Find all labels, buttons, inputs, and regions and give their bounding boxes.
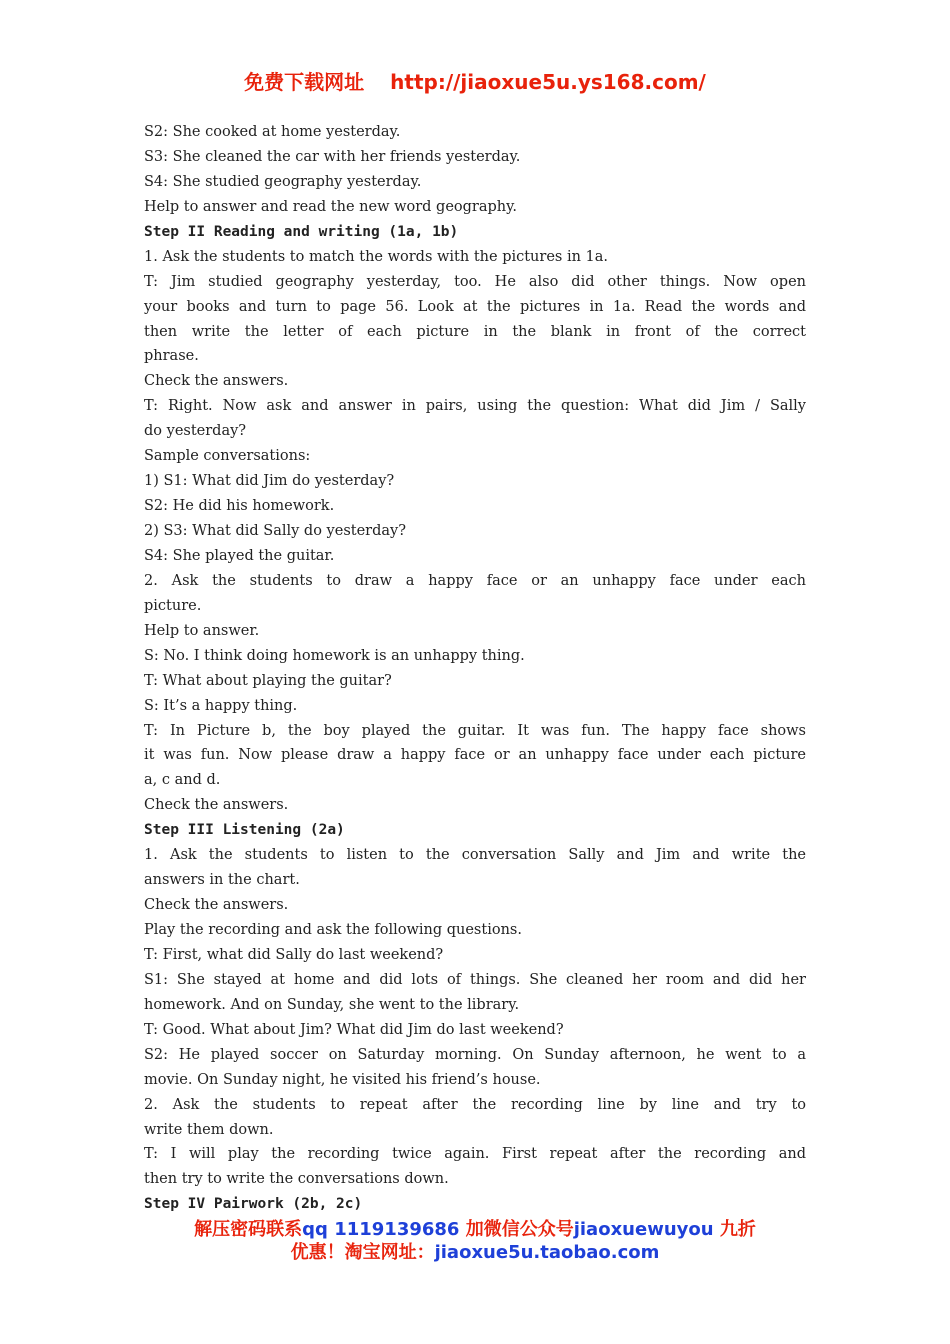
text-line: 1) S1: What did Jim do yesterday? <box>144 473 395 490</box>
text-line: 2) S3: What did Sally do yesterday? <box>144 523 406 539</box>
taobao-url-link[interactable]: jiaoxue5u.taobao.com <box>434 1242 660 1263</box>
text-line: movie. On Sunday night, he visited his friend’s house. <box>144 1071 541 1088</box>
text-line: Help to answer and read the new word geography. <box>144 198 518 215</box>
text-line: S4: She studied geography yesterday. <box>144 173 422 190</box>
text-line: picture. <box>144 597 202 614</box>
text-line: S: No. I think doing homework is an unhappy thing. <box>144 647 525 664</box>
text-line: S2: He played soccer on Saturday morning. On Sunday afternoon, he went to a <box>144 1046 806 1063</box>
text-line: T: Right. Now ask and answer in pairs, using the question: What did Jim / Sally <box>144 398 806 415</box>
text-line: Help to answer. <box>144 622 260 639</box>
text-line: 2. Ask the students to repeat after the recording line by line and try to <box>144 1096 806 1113</box>
step-heading: Step II Reading and writing (1a, 1b) <box>144 223 459 240</box>
text-line: S: It’s a happy thing. <box>144 697 298 714</box>
text-line: do yesterday? <box>144 423 247 440</box>
password-footer <box>0 1218 950 1264</box>
download-header <box>0 66 950 95</box>
text-line: S2: She cooked at home yesterday. <box>144 124 401 140</box>
text-line: T: Good. What about Jim? What did Jim do last weekend? <box>144 1021 564 1038</box>
text-line: S1: She stayed at home and did lots of things. She cleaned her room and did her <box>144 971 806 988</box>
text-line: S2: He did his homework. <box>144 498 335 515</box>
footer-line-1: 解压密码联系qq 1119139686 加微信公众号jiaoxuewuyou 九折 <box>194 1219 756 1240</box>
text-line: 1. Ask the students to listen to the conversation Sally and Jim and write the <box>144 847 806 864</box>
text-line: 1. Ask the students to match the words with the pictures in 1a. <box>144 248 609 265</box>
header-label: 免费下载网址 <box>244 70 365 94</box>
text-line: answers in the chart. <box>144 872 300 889</box>
qq-number: qq 1119139686 <box>302 1219 460 1240</box>
text-line: S3: She cleaned the car with her friends yesterday. <box>144 148 521 165</box>
text-line: homework. And on Sunday, she went to the library. <box>144 996 520 1013</box>
text-line: T: First, what did Sally do last weekend? <box>144 946 444 963</box>
text-line: a, c and d. <box>144 772 221 789</box>
text-line: 2. Ask the students to draw a happy face or an unhappy face under each <box>144 572 806 589</box>
text-line: write them down. <box>144 1121 274 1138</box>
step-heading: Step IV Pairwork (2b, 2c) <box>144 1196 363 1213</box>
text-line: S4: She played the guitar. <box>144 547 335 564</box>
text-line: Play the recording and ask the following questions. <box>144 922 522 938</box>
text-line: your books and turn to page 56. Look at the pictures in 1a. Read the words and <box>144 298 806 315</box>
text-line: then try to write the conversations down. <box>144 1171 449 1188</box>
text-line: Check the answers. <box>144 897 289 914</box>
lesson-body <box>144 120 806 1217</box>
footer-line-2: 优惠！淘宝网址：jiaoxue5u.taobao.com <box>290 1242 660 1263</box>
header-url-link[interactable]: http://jiaoxue5u.ys168.com/ <box>390 70 706 94</box>
text-line: T: In Picture b, the boy played the guitar. It was fun. The happy face shows <box>144 722 806 739</box>
text-line: T: I will play the recording twice again. First repeat after the recording and <box>144 1146 806 1163</box>
text-line: Check the answers. <box>144 373 289 390</box>
text-line: T: What about playing the guitar? <box>144 672 392 689</box>
wechat-account: jiaoxuewuyou <box>573 1219 714 1240</box>
text-line: phrase. <box>144 348 199 365</box>
text-line: Sample conversations: <box>144 448 311 465</box>
text-line: it was fun. Now please draw a happy face or an unhappy face under each picture <box>144 747 806 764</box>
text-line: T: Jim studied geography yesterday, too. He also did other things. Now open <box>144 273 806 290</box>
text-line: Check the answers. <box>144 797 289 814</box>
text-line: then write the letter of each picture in the blank in front of the correct <box>144 323 806 340</box>
step-heading: Step III Listening (2a) <box>144 822 345 839</box>
